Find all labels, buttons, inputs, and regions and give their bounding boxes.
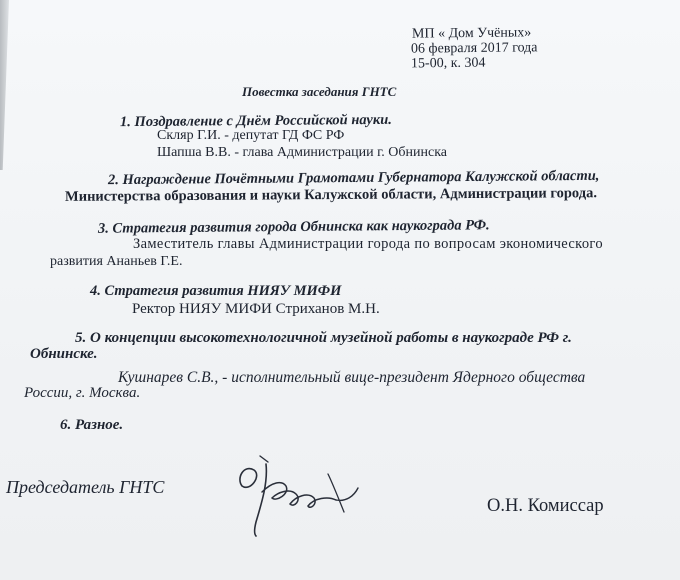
agenda-item-5-speaker-line-1: Кушнарев С.В., - исполнительный вице-президент Ядерного общества (118, 369, 586, 386)
agenda-item-1-heading: 1. Поздравление с Днём Российской науки. (119, 111, 392, 131)
agenda-item-5-heading-line-1: 5. О концепции высокотехнологичной музейной работы в наукограде РФ г. (75, 330, 572, 346)
agenda-item-3-heading: 3. Стратегия развития города Обнинска как наукограда РФ. (97, 217, 490, 237)
agenda-item-5-speaker-line-2: России, г. Москва. (24, 385, 141, 401)
signature-image (232, 452, 380, 542)
agenda-item-2-heading-line-2: Министерства образования и науки Калужской области, Администрации города. (64, 185, 597, 205)
agenda-item-4-speaker: Ректор НИЯУ МИФИ Стриханов М.Н. (132, 301, 380, 317)
chair-name: О.Н. Комиссар (487, 496, 604, 516)
agenda-item-6-heading: 6. Разное. (60, 417, 124, 433)
header-place: МП « Дом Учёных» (411, 25, 532, 42)
page-title: Повестка заседания ГНТС (242, 84, 397, 99)
agenda-item-3-speaker-line-2: развития Ананьев Г.Е. (50, 254, 183, 269)
header-date: 06 февраля 2017 года (410, 40, 538, 57)
agenda-item-5-heading-line-2: Обнинске. (30, 346, 98, 362)
chair-label: Председатель ГНТС (6, 477, 165, 497)
agenda-item-1-speaker-2: Шапша В.В. - глава Администрации г. Обнинска (157, 145, 448, 160)
agenda-item-3-speaker-line-1: Заместитель главы Администрации города по вопросам экономического (133, 236, 603, 252)
paper-edge-shadow (0, 0, 9, 170)
header-time-room: 15-00, к. 304 (410, 55, 486, 72)
agenda-item-1-speaker-1: Скляр Г.И. - депутат ГД ФС РФ (157, 128, 345, 143)
agenda-item-4-heading: 4. Стратегия развития НИЯУ МИФИ (90, 283, 342, 299)
agenda-item-2-heading-line-1: 2. Награждение Почётными Грамотами Губернатора Калужской области, (107, 167, 600, 189)
